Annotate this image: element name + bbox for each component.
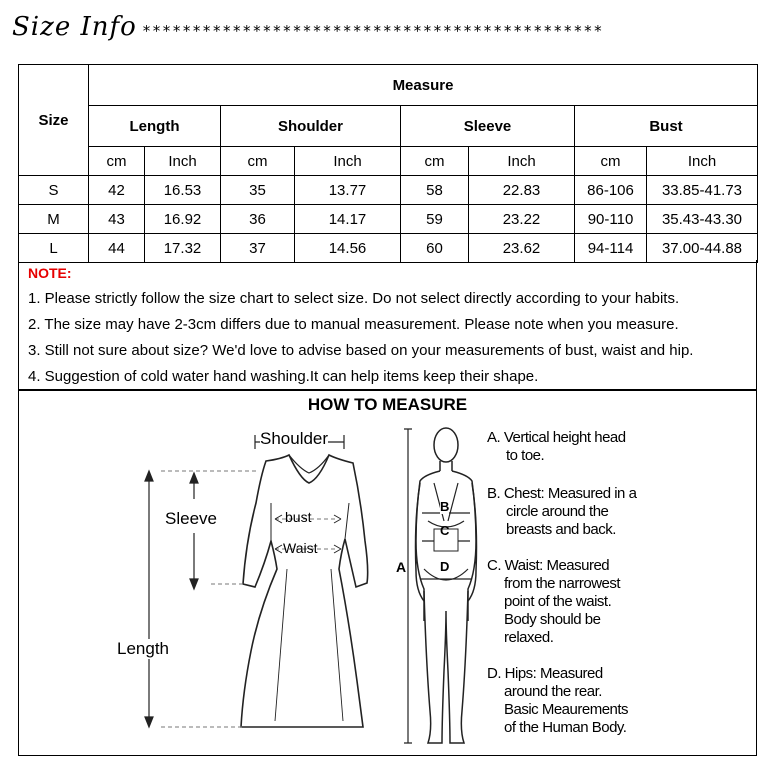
table-cell: 35.43-43.30 bbox=[647, 205, 758, 234]
table-cell: 37 bbox=[221, 234, 295, 263]
description-d bbox=[487, 665, 628, 737]
header bbox=[12, 8, 762, 48]
shoulder-label: Shoulder bbox=[260, 429, 329, 448]
description-a bbox=[487, 429, 626, 465]
table-cell: 59 bbox=[401, 205, 469, 234]
description-line: of the Human Body. bbox=[504, 719, 627, 736]
description-line: relaxed. bbox=[504, 629, 554, 646]
group-header-shoulder: Shoulder bbox=[221, 106, 401, 147]
sleeve-label: Sleeve bbox=[165, 509, 217, 528]
note-line: 4. Suggestion of cold water hand washing.It can help items keep their shape. bbox=[28, 368, 539, 385]
unit-header: Inch bbox=[295, 147, 401, 176]
how-to-measure-section bbox=[18, 390, 757, 756]
group-header-bust: Bust bbox=[575, 106, 758, 147]
table-cell: 36 bbox=[221, 205, 295, 234]
marker-c: C bbox=[440, 523, 450, 538]
notes-section bbox=[18, 260, 757, 390]
description-line: Basic Meaurements bbox=[504, 701, 629, 718]
description-line: Body should be bbox=[504, 611, 601, 628]
description-line: A. Vertical height head bbox=[487, 429, 626, 446]
description-line: C. Waist: Measured bbox=[487, 557, 610, 574]
table-cell: 94-114 bbox=[575, 234, 647, 263]
table-cell: 90-110 bbox=[575, 205, 647, 234]
size-header: Size bbox=[19, 65, 89, 176]
description-line: from the narrowest bbox=[504, 575, 621, 592]
table-cell: 86-106 bbox=[575, 176, 647, 205]
table-cell: 35 bbox=[221, 176, 295, 205]
note-line: 2. The size may have 2-3cm differs due to manual measurement. Please note when you measure. bbox=[28, 316, 679, 333]
table-cell: 16.92 bbox=[145, 205, 221, 234]
description-line: around the rear. bbox=[504, 683, 602, 700]
bust-label: bust bbox=[285, 509, 312, 525]
table-cell: 33.85-41.73 bbox=[647, 176, 758, 205]
table-cell: 13.77 bbox=[295, 176, 401, 205]
length-label: Length bbox=[117, 639, 169, 658]
marker-d: D bbox=[440, 559, 450, 574]
table-cell: 22.83 bbox=[469, 176, 575, 205]
dress-diagram bbox=[19, 391, 399, 757]
description-line: D. Hips: Measured bbox=[487, 665, 603, 682]
unit-header: cm bbox=[575, 147, 647, 176]
how-to-measure-title: HOW TO MEASURE bbox=[307, 395, 468, 414]
table-cell: 37.00-44.88 bbox=[647, 234, 758, 263]
body-figure-diagram bbox=[394, 421, 494, 751]
description-line: circle around the bbox=[506, 503, 609, 520]
unit-header: Inch bbox=[145, 147, 221, 176]
description-line: B. Chest: Measured in a bbox=[487, 485, 637, 502]
table-row bbox=[19, 205, 758, 234]
unit-header: cm bbox=[89, 147, 145, 176]
header-title: Size Info bbox=[12, 12, 137, 42]
description-line: breasts and back. bbox=[506, 521, 616, 538]
description-b bbox=[487, 485, 636, 539]
table-cell: 16.53 bbox=[145, 176, 221, 205]
group-header-sleeve: Sleeve bbox=[401, 106, 575, 147]
row-size: S bbox=[19, 176, 89, 205]
table-cell: 23.22 bbox=[469, 205, 575, 234]
note-line: 1. Please strictly follow the size chart to select size. Do not select directly according to your habits. bbox=[28, 290, 680, 307]
unit-header: cm bbox=[221, 147, 295, 176]
unit-header: Inch bbox=[647, 147, 758, 176]
table-cell: 17.32 bbox=[145, 234, 221, 263]
marker-a: A bbox=[396, 559, 407, 575]
table-cell: 58 bbox=[401, 176, 469, 205]
table-cell: 14.17 bbox=[295, 205, 401, 234]
notes-title: NOTE: bbox=[28, 265, 72, 281]
table-row bbox=[19, 234, 758, 263]
table-row bbox=[19, 176, 758, 205]
table-cell: 44 bbox=[89, 234, 145, 263]
unit-header: cm bbox=[401, 147, 469, 176]
description-line: to toe. bbox=[506, 447, 545, 464]
marker-b: B bbox=[440, 499, 450, 514]
measure-header: Measure bbox=[89, 65, 758, 106]
description-c bbox=[487, 557, 620, 647]
unit-header: Inch bbox=[469, 147, 575, 176]
header-stars: ********************************************** bbox=[142, 22, 604, 40]
table-cell: 60 bbox=[401, 234, 469, 263]
waist-label: Waist bbox=[283, 540, 318, 556]
group-header-length: Length bbox=[89, 106, 221, 147]
table-cell: 43 bbox=[89, 205, 145, 234]
note-line: 3. Still not sure about size? We'd love to advise based on your measurements of bust, waist and hip. bbox=[28, 342, 694, 359]
row-size: L bbox=[19, 234, 89, 263]
table-cell: 23.62 bbox=[469, 234, 575, 263]
size-table bbox=[18, 64, 758, 263]
table-cell: 14.56 bbox=[295, 234, 401, 263]
description-line: point of the waist. bbox=[504, 593, 612, 610]
table-cell: 42 bbox=[89, 176, 145, 205]
row-size: M bbox=[19, 205, 89, 234]
